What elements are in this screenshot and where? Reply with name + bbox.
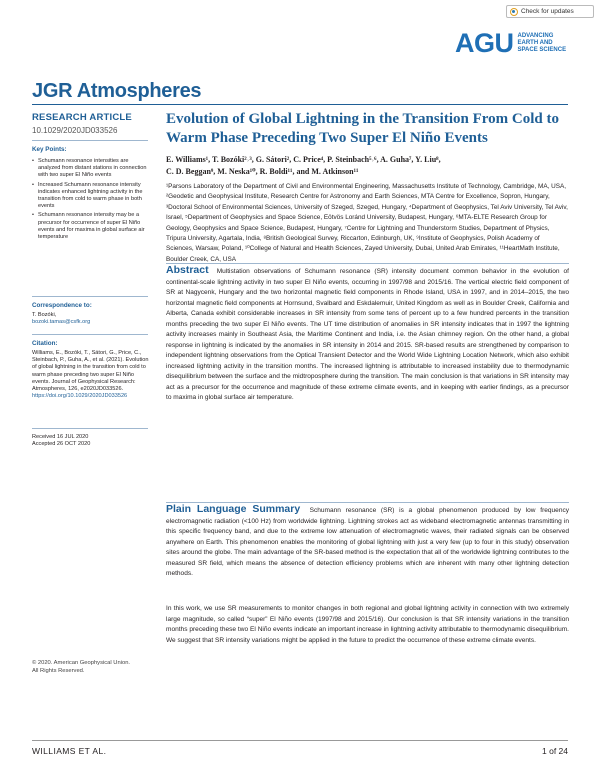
author-line-2: C. D. Beggan⁹, M. Neska¹⁰, R. Boldi¹¹, and M. Atkinson¹¹ [166, 167, 359, 176]
check-for-updates-button[interactable] [506, 5, 594, 18]
plain-language-summary [166, 504, 569, 580]
sidebar-divider [32, 428, 148, 429]
key-points-list [32, 158, 150, 243]
footer-authors: WILLIAMS ET AL. [32, 746, 107, 756]
agu-logo [455, 30, 566, 57]
sidebar-divider [32, 296, 148, 297]
affiliations: ¹Parsons Laboratory of the Department of Civil and Environmental Engineering, Massachusetts Institute of Technology, Cambridge, MA, USA, ²Geodetic and Geophysical Institute, Research Centre for Astronomy and Earth Sciences, MTA Centre for Excellence, Sopron, Hungary, ³Doctoral School of Environmental Sciences, University of Szeged, Szeged, Hungary, ⁴Department of Geophysics, Tel Aviv University, Tel Aviv, Israel, ⁵Department of Geophysics and Space Science, Eötvös Loránd University, Budapest, Hungary, ⁶MTA-ELTE Research Group for Geology, Geophysics and Space Science, Budapest, Hungary, ⁷Centre for Lightning and Thunderstorm Studies, Department of Physics, Tripura University, Agartala, India, ⁸British Geological Survey, Riccarton, Edinburgh, UK, ⁹Institute of Geophysics, Polish Academy of Sciences, Warsaw, Poland, ¹⁰College of Natural and Health Sciences, Zayed University, Dubai, United Arab Emirates, ¹¹HeartMath Institute, Boulder Creek, CA, USA [166, 183, 568, 263]
agu-tagline-line1: ADVANCING [517, 33, 554, 39]
key-point: • Schumann resonance intensities are analyzed from distant stations in connection with two super El Niño events [32, 158, 150, 180]
agu-logo-mark: AGU [455, 28, 514, 58]
page-number: 1 of 24 [542, 746, 568, 756]
author-list [166, 154, 566, 178]
abstract [166, 265, 569, 404]
copyright-line1: © 2020. American Geophysical Union. [32, 660, 131, 666]
header-divider [32, 104, 568, 105]
accepted-date: Accepted 26 OCT 2020 [32, 441, 91, 448]
key-point: • Increased Schumann resonance intensity indicates enhanced lightning activity in the transition from cold to warm phase in both events [32, 182, 150, 211]
dates-block [32, 434, 150, 448]
citation-doi-link[interactable]: https://doi.org/10.1029/2020JD033526 [32, 393, 128, 400]
abstract-heading: Abstract [166, 264, 209, 276]
updates-icon [510, 8, 518, 16]
agu-tagline [518, 33, 567, 54]
abstract-text: Multistation observations of Schumann resonance (SR) intensity document common behavior in the evolution of continental-scale lightning activity in two super El Niño events, occurring in 1997/98 and 2015/16. The vertical electric field component of SR at Nagycenk, Hungary and the two horizontal magnetic field components in Rhode Island, USA in 1997, and in 2014–2015, the two horizontal magnetic field components at Hornsund, Svalbard and Eskdalemuir, United Kingdom as well as in Boulder Creek, California and Alberta, Canada exhibit considerable increases in SR intensity from some tens of percent up to a few hundred percents in the transition months preceding the two super El Niño events. The UT time distribution of anomalies in SR intensity indicates that in 1997 the lightning activity increases mainly in Southeast Asia, the Maritime Continent and India, i.e. the Asian chimney region. On the other hand, a global response in lightning is indicated by the anomalies in SR intensity in 2014 and 2015. SR-based results are strengthened by comparison to independent lightning observations from the Optical Transient Detector and the World Wide Lightning Location Network, which also exhibit increased lightning activity in the transition months. The increased lightning is attributable to increased instability due to thermodynamic disequilibrium between the surface and the midtroposphere during the transition. The main conclusion is that variations in SR intensity may act as a precursor for the occurrence and magnitude of these extreme climate events, and in keeping with earlier findings, as a precursor to maxima in global surface air temperature. [166, 268, 570, 401]
author-line-1: E. Williams¹, T. Bozóki²˒³, G. Sátori², C. Price⁴, P. Steinbach⁵˒⁶, A. Guha⁷, Y. Liu⁸, [166, 155, 441, 164]
pls-paragraph-2: In this work, we use SR measurements to monitor changes in both regional and global lightning activity in connection with two extremely large magnitude, so called “super” El Niño events (1997/98 and 2015/16). Our conclusion is that SR intensity variations in the transition months preceding these two El Niño events indicate an important increase in lightning activity attributable to thermodynamic disequilibrium. We suggest that SR intensity variations might be applied in the future to predict the occurrence of these extreme climate events. [166, 605, 569, 644]
agu-tagline-line3: SPACE SCIENCE [517, 47, 567, 53]
article-doi: 10.1029/2020JD033526 [32, 126, 118, 135]
key-points-heading: Key Points: [32, 146, 67, 153]
citation-heading: Citation: [32, 340, 58, 347]
article-type: RESEARCH ARTICLE [32, 112, 132, 123]
pls-paragraph-1: Schumann resonance (SR) is a global phenomenon produced by low frequency electromagnetic radiation (<100 Hz) from worldwide lightning. Lightning strokes act as wideband electromagnetic antennas transmitting in this specific frequency band, and due to the extreme low attenuation of electromagnetic waves, their radiated signals can be observed anywhere on Earth. This phenomenon enables the monitoring of global lightning with just a very few (up to four in this study) observation sites around the globe. The main advantage of the SR-based method is the expectation that all of the worldwide lightning contributes to the measured SR field, which means the absence of detection efficiency problems which are inherent with many other lightning detection methods. [166, 507, 570, 577]
abstract-divider [166, 263, 569, 264]
received-date: Received 16 JUL 2020 [32, 434, 89, 440]
journal-name: JGR Atmospheres [32, 80, 202, 102]
footer-divider [32, 740, 568, 741]
correspondence-name: T. Bozóki, [32, 312, 57, 318]
sidebar-divider [32, 140, 148, 141]
sidebar-divider [32, 334, 148, 335]
pls-heading: Plain Language Summary [166, 503, 301, 515]
key-point: • Schumann resonance intensity may be a precursor for occurrence of super El Niño events and for maxima in global surface air temperature [32, 212, 150, 241]
correspondence-heading: Correspondence to: [32, 302, 92, 309]
copyright-line2: All Rights Reserved. [32, 667, 85, 674]
copyright [32, 660, 152, 675]
correspondence-email-link[interactable]: bozoki.tamas@csfk.org [32, 319, 91, 326]
citation-text: Williams, E., Bozóki, T., Sátori, G., Price, C., Steinbach, P., Guha, A., et al. (2021). Evolution of global lightning in the transition from cold to warm phase preceding two super El Niño events. Journal of Geophysical Research: Atmospheres, 126, e2020JD033526. [32, 350, 149, 393]
article-title: Evolution of Global Lightning in the Transition From Cold to Warm Phase Preceding Two Super El Niño Events [166, 111, 559, 146]
check-for-updates-label: Check for updates [521, 8, 574, 15]
correspondence-block [32, 312, 150, 326]
agu-tagline-line2: EARTH AND [517, 40, 553, 46]
citation-block [32, 350, 150, 400]
